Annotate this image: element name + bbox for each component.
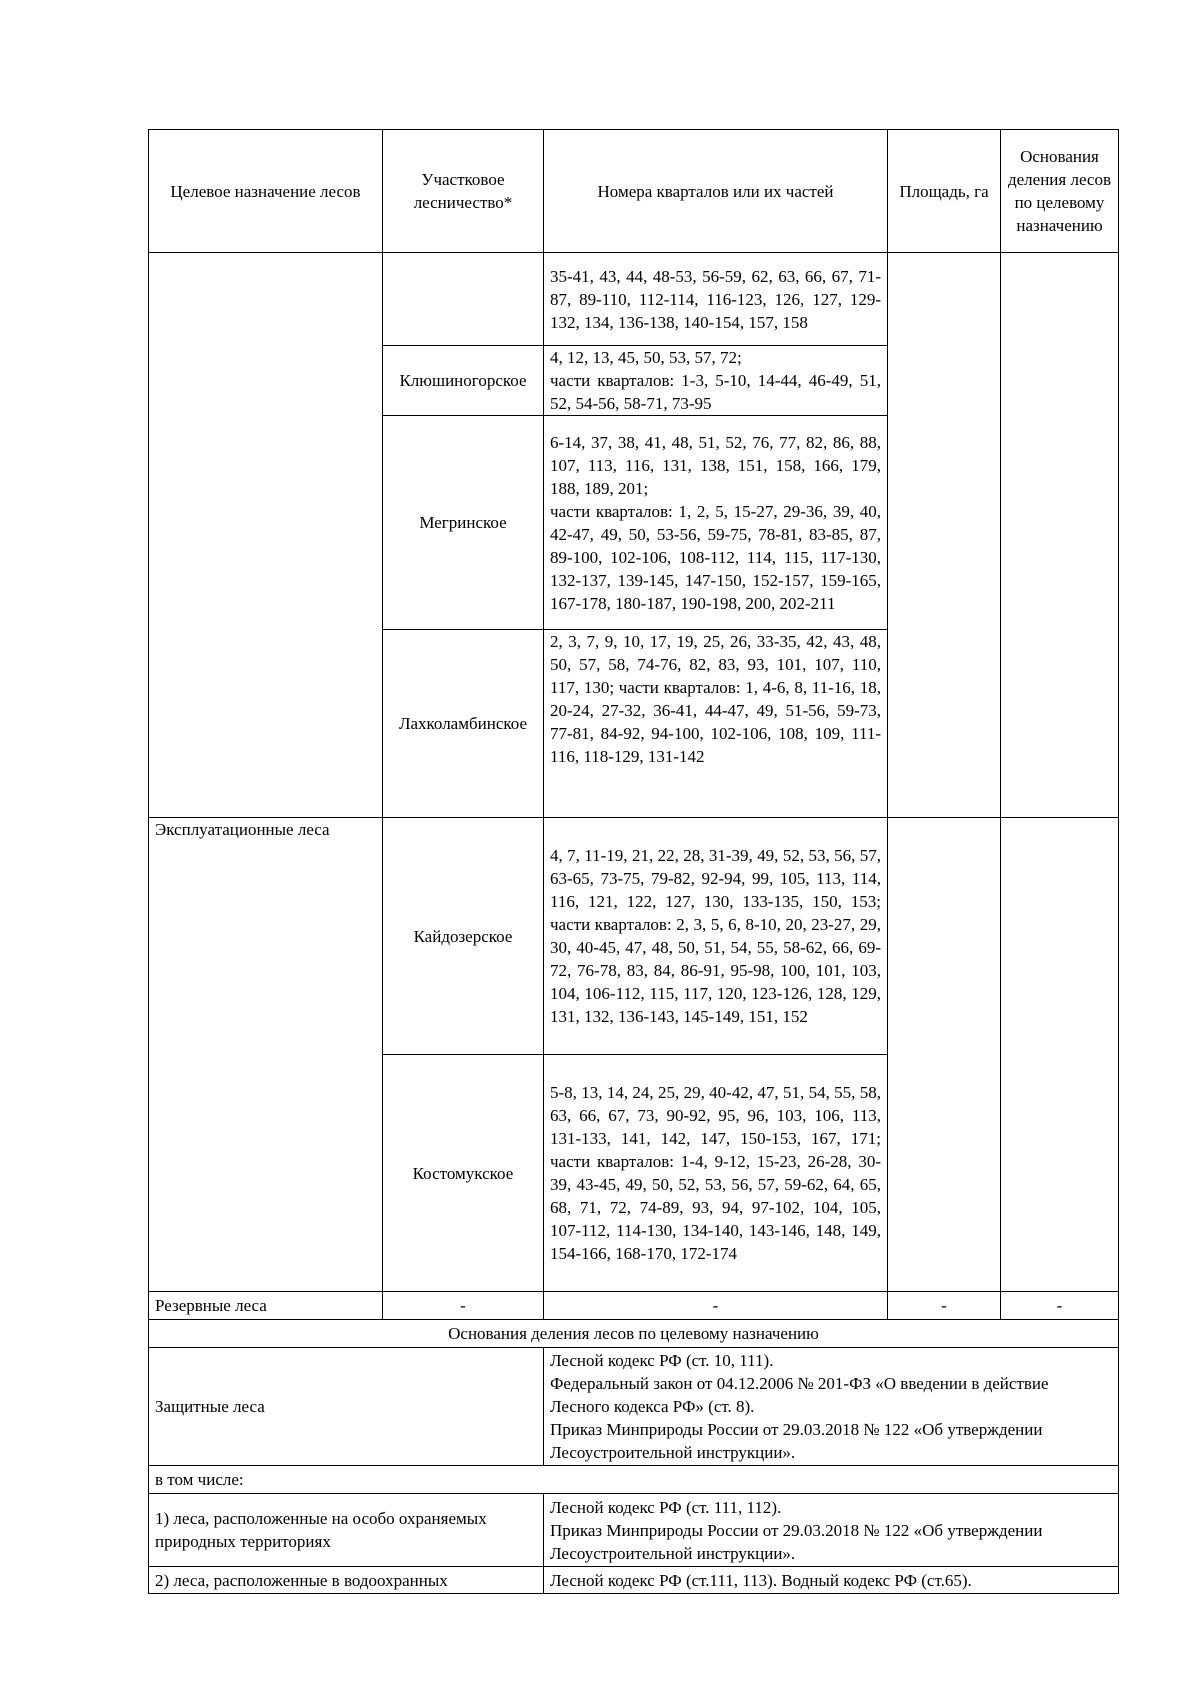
basis-text bbox=[544, 1494, 1119, 1567]
basis-text bbox=[544, 1567, 1119, 1594]
header-quarters: Номера кварталов или их частей bbox=[544, 130, 888, 253]
basis-row bbox=[149, 1348, 1119, 1466]
basis-cell-empty bbox=[1001, 253, 1119, 818]
basis-label: Защитные леса bbox=[149, 1348, 544, 1466]
basis-row bbox=[149, 1466, 1119, 1494]
basis-text bbox=[544, 1348, 1119, 1466]
basis-line: Приказ Минприроды России от 29.03.2018 № 122 «Об утверждении Лесоустроительной инструкции». bbox=[550, 1520, 1043, 1563]
purpose-cell: Эксплуатационные леса bbox=[149, 818, 383, 1292]
quarters-parts: части кварталов: 1, 2, 5, 15-27, 29-36, 39, 40, 42-47, 49, 50, 53-56, 59-75, 78-81, 83-85, 87, 89-100, 102-106, 108-112, 114, 115, 117-130, 132-137, 139-145, 147-150, 152-157, 159-165, 167-178, 180-187, 190-198, 200, 202-211 bbox=[550, 501, 881, 613]
document-page bbox=[148, 129, 1118, 1594]
forestry-cell: Костомукское bbox=[383, 1055, 544, 1292]
basis-line: Лесной кодекс РФ (ст. 111, 112). bbox=[550, 1497, 782, 1517]
area-cell-empty bbox=[888, 818, 1001, 1292]
quarters-cell: 35-41, 43, 44, 48-53, 56-59, 62, 63, 66, 67, 71-87, 89-110, 112-114, 116-123, 126, 127, 129-132, 134, 136-138, 140-154, 157, 158 bbox=[544, 253, 888, 346]
quarters-full: 6-14, 37, 38, 41, 48, 51, 52, 76, 77, 82, 86, 88, 107, 113, 116, 131, 138, 151, 158, 166, 179, 188, 189, 201; bbox=[550, 432, 881, 498]
forestry-cell: Лахколамбинское bbox=[383, 630, 544, 818]
forestry-cell: Кайдозерское bbox=[383, 818, 544, 1055]
purpose-cell-empty bbox=[149, 253, 383, 818]
forestry-cell bbox=[383, 253, 544, 346]
basis-row bbox=[149, 1567, 1119, 1594]
basis-line: Федеральный закон от 04.12.2006 № 201-ФЗ «О введении в действие Лесного кодекса РФ» (ст. 8). bbox=[550, 1374, 1049, 1416]
quarters-cell bbox=[544, 416, 888, 630]
quarters-cell: 2, 3, 7, 9, 10, 17, 19, 25, 26, 33-35, 42, 43, 48, 50, 57, 58, 74-76, 82, 83, 93, 101, 107, 110, 117, 130; части кварталов: 1, 4-6, 8, 11-16, 18, 20-24, 27-32, 36-41, 44-47, 49, 51-56, 59-73, 77-81, 84-92, 94-100, 102-106, 108, 109, 111-116, 118-129, 131-142 bbox=[544, 630, 888, 818]
header-forestry: Участковое лесничество* bbox=[383, 130, 544, 253]
area-cell-empty bbox=[888, 253, 1001, 818]
quarters-full: 4, 12, 13, 45, 50, 53, 57, 72; bbox=[550, 348, 742, 367]
forestry-cell: - bbox=[383, 1292, 544, 1320]
table-row bbox=[149, 1292, 1119, 1320]
basis-section-title: Основания деления лесов по целевому назначению bbox=[149, 1320, 1119, 1348]
header-basis: Основания деления лесов по целевому назначению bbox=[1001, 130, 1119, 253]
forestry-cell: Мегринское bbox=[383, 416, 544, 630]
basis-label: в том числе: bbox=[149, 1466, 1119, 1494]
basis-cell-empty bbox=[1001, 818, 1119, 1292]
forest-division-table bbox=[148, 129, 1119, 1594]
purpose-cell: Резервные леса bbox=[149, 1292, 383, 1320]
basis-label: 2) леса, расположенные в водоохранных bbox=[149, 1567, 544, 1594]
header-area: Площадь, га bbox=[888, 130, 1001, 253]
section-title-row bbox=[149, 1320, 1119, 1348]
basis-line: Лесной кодекс РФ (ст. 10, 111). bbox=[550, 1351, 774, 1370]
basis-line: Лесной кодекс РФ (ст.111, 113). Водный кодекс РФ (ст.65). bbox=[550, 1570, 972, 1590]
table-row bbox=[149, 253, 1119, 346]
forestry-cell: Клюшиногорское bbox=[383, 346, 544, 416]
basis-row bbox=[149, 1494, 1119, 1567]
quarters-cell: 5-8, 13, 14, 24, 25, 29, 40-42, 47, 51, 54, 55, 58, 63, 66, 67, 73, 90-92, 95, 96, 103, 106, 113, 131-133, 141, 142, 147, 150-153, 167, 171; части кварталов: 1-4, 9-12, 15-23, 26-28, 30-39, 43-45, 49, 50, 52, 53, 56, 57, 59-62, 64, 65, 68, 71, 72, 74-89, 93, 94, 97-102, 104, 105, 107-112, 114-130, 134-140, 143-146, 148, 149, 154-166, 168-170, 172-174 bbox=[544, 1055, 888, 1292]
header-purpose: Целевое назначение лесов bbox=[149, 130, 383, 253]
quarters-cell bbox=[544, 346, 888, 416]
quarters-cell: 4, 7, 11-19, 21, 22, 28, 31-39, 49, 52, 53, 56, 57, 63-65, 73-75, 79-82, 92-94, 99, 105, 113, 114, 116, 121, 122, 127, 130, 133-135, 150, 153; части кварталов: 2, 3, 5, 6, 8-10, 20, 23-27, 29, 30, 40-45, 47, 48, 50, 51, 54, 55, 58-62, 66, 69-72, 76-78, 83, 84, 86-91, 95-98, 100, 101, 103, 104, 106-112, 115, 117, 120, 123-126, 128, 129, 131, 132, 136-143, 145-149, 151, 152 bbox=[544, 818, 888, 1055]
basis-label: 1) леса, расположенные на особо охраняемых природных территориях bbox=[149, 1494, 544, 1567]
area-cell: - bbox=[888, 1292, 1001, 1320]
quarters-parts: части кварталов: 1-3, 5-10, 14-44, 46-49, 51, 52, 54-56, 58-71, 73-95 bbox=[550, 371, 881, 413]
table-header-row bbox=[149, 130, 1119, 253]
basis-line: Приказ Минприроды России от 29.03.2018 № 122 «Об утверждении Лесоустроительной инструкции». bbox=[550, 1420, 1043, 1462]
basis-cell: - bbox=[1001, 1292, 1119, 1320]
table-row bbox=[149, 818, 1119, 1055]
quarters-cell: - bbox=[544, 1292, 888, 1320]
